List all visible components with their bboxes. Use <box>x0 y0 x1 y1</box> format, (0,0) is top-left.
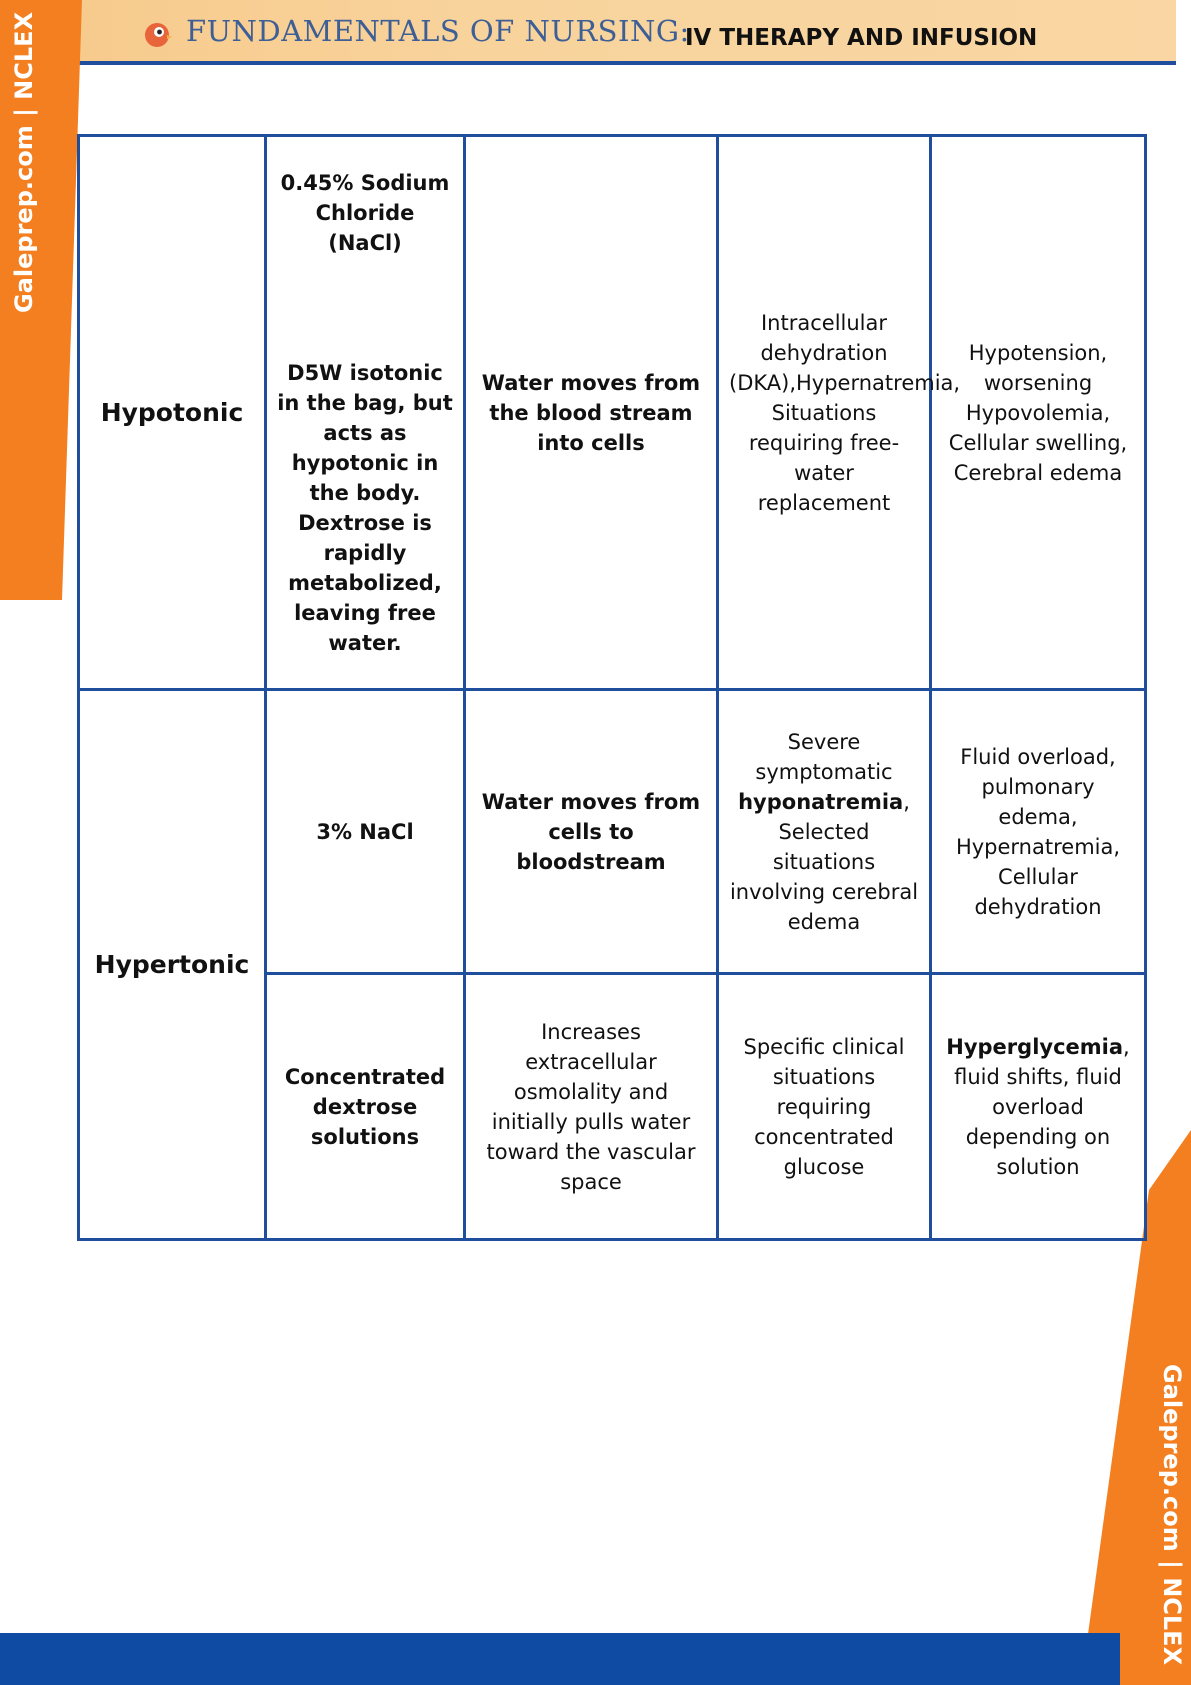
complications-text: , fluid shifts, fluid overload depending on solution <box>954 1034 1130 1179</box>
solution-text: 0.45% Sodium Chloride (NaCl) <box>280 170 450 255</box>
action-cell-hypotonic: Water moves from the blood stream into cells <box>465 136 718 690</box>
page-subtitle: IV THERAPY AND INFUSION <box>685 25 1038 51</box>
indications-text: , Selected situations involving cerebral edema <box>729 789 919 934</box>
bird-logo-icon <box>142 19 172 49</box>
table-row-hypotonic <box>79 136 1146 690</box>
solution-cell-hypotonic <box>266 136 465 690</box>
solution-cell-dextrose: Concentrated dextrose solutions <box>266 974 465 1240</box>
action-cell-3-nacl: Water moves from cells to bloodstream <box>465 690 718 974</box>
indications-cell-dextrose: Specific clinical situations requiring concentrated glucose <box>718 974 931 1240</box>
solution-text: D5W isotonic in the bag, but acts as hypotonic in the body. Dextrose is rapidly metabolized, leaving free water. <box>277 360 453 655</box>
indications-emphasis: hyponatremia <box>738 789 904 814</box>
table-row-hypertonic-nacl <box>79 690 1146 974</box>
indications-cell-3-nacl <box>718 690 931 974</box>
footer-band <box>0 1633 1120 1685</box>
page-title: FUNDAMENTALS OF NURSING: <box>186 14 690 48</box>
complications-emphasis: Hyperglycemia <box>946 1034 1124 1059</box>
side-brand-label-right: Galeprep.com | NCLEX <box>1158 1364 1186 1666</box>
indications-text: Severe symptomatic <box>755 729 893 784</box>
side-brand-label-left: Galeprep.com | NCLEX <box>10 11 38 314</box>
header-divider <box>70 61 1176 65</box>
solution-cell-3-nacl: 3% NaCl <box>266 690 465 974</box>
category-cell-hypotonic: Hypotonic <box>79 136 266 690</box>
category-cell-hypertonic: Hypertonic <box>79 690 266 1240</box>
iv-solutions-table <box>77 134 1147 1241</box>
indications-cell-hypotonic: Intracellular dehydration (DKA),Hypernatremia, Situations requiring free-water replacement <box>718 136 931 690</box>
spacer <box>277 258 453 358</box>
complications-cell-3-nacl: Fluid overload, pulmonary edema, Hypernatremia, Cellular dehydration <box>931 690 1146 974</box>
complications-cell-dextrose <box>931 974 1146 1240</box>
action-cell-dextrose: Increases extracellular osmolality and initially pulls water toward the vascular space <box>465 974 718 1240</box>
complications-cell-hypotonic: Hypotension, worsening Hypovolemia, Cellular swelling, Cerebral edema <box>931 136 1146 690</box>
